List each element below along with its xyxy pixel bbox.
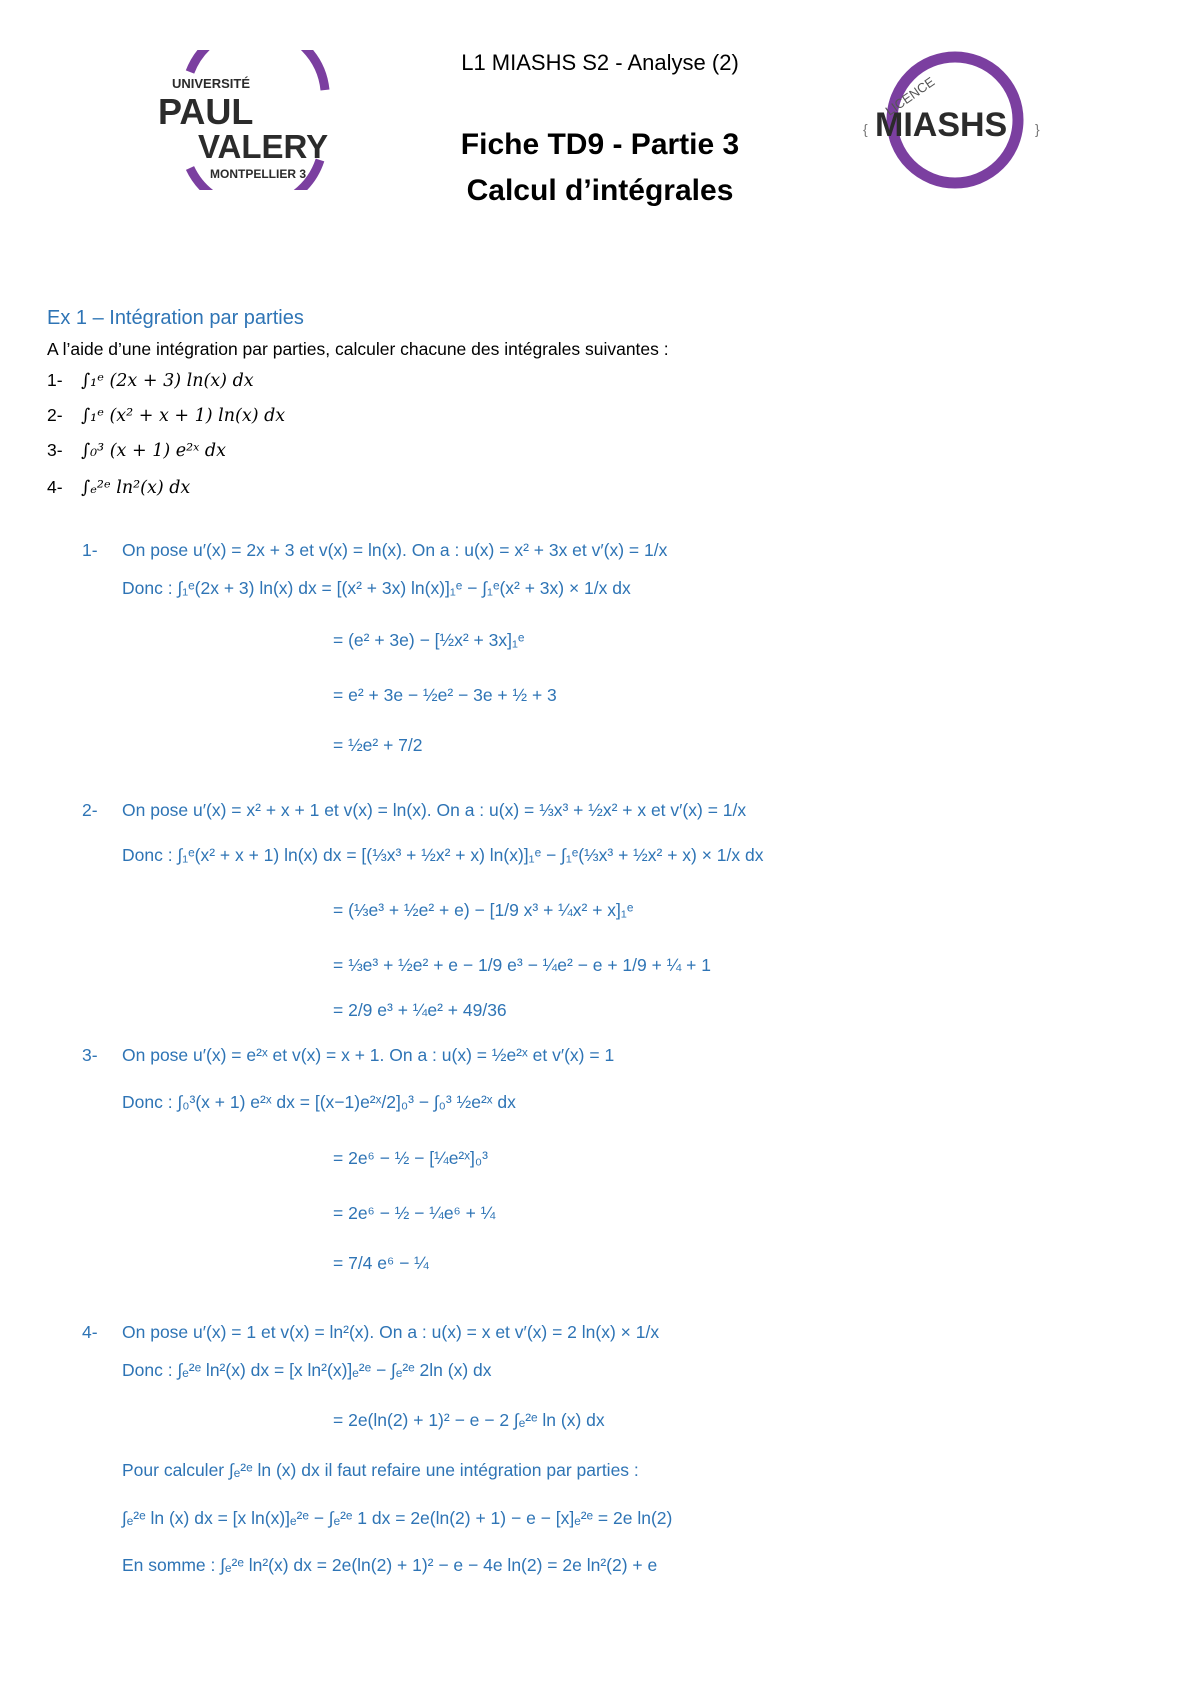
page-subtitle: Calcul d’intégrales (466, 174, 734, 207)
logo-left-line3: VALERY (198, 128, 329, 165)
solution-4-line3: = 2e(ln(2) + 1)² − e − 2 ∫ₑ²ᵉ ln (x) dx (333, 1410, 605, 1430)
exercise-instruction: A l’aide d’une intégration par parties, calculer chacune des intégrales suivantes : (47, 339, 669, 359)
logo-right-line2: MIASHS (875, 106, 1008, 144)
solution-4-line6: En somme : ∫ₑ²ᵉ ln²(x) dx = 2e(ln(2) + 1)² − e − 4e ln(2) = 2e ln²(2) + e (122, 1555, 658, 1575)
solution-3-line4: = 2e⁶ − ½ − ¼e⁶ + ¼ (333, 1203, 496, 1223)
universite-paul-valery-logo (150, 50, 340, 190)
solution-1-line2: Donc : ∫₁ᵉ(2x + 3) ln(x) dx = [(x² + 3x) ln(x)]₁ᵉ − ∫₁ᵉ(x² + 3x) × 1/x dx (122, 578, 631, 598)
solution-3-line3: = 2e⁶ − ½ − [¼e²ˣ]₀³ (333, 1148, 488, 1168)
exercise-heading: Ex 1 – Intégration par parties (47, 307, 304, 329)
solution-4-line4: Pour calculer ∫ₑ²ᵉ ln (x) dx il faut refaire une intégration par parties : (122, 1460, 639, 1480)
logo-left-line2: PAUL (158, 91, 254, 132)
solution-2-line3: = (⅓e³ + ½e² + e) − [1/9 x³ + ¼x² + x]₁ᵉ (333, 900, 634, 920)
licence-miashs-logo (855, 50, 1050, 190)
solution-3-line2: Donc : ∫₀³(x + 1) e²ˣ dx = [(x−1)e²ˣ/2]₀³ − ∫₀³ ½e²ˣ dx (122, 1092, 516, 1112)
solution-2-line4: = ⅓e³ + ½e² + e − 1/9 e³ − ¼e² − e + 1/9 + ¼ + 1 (333, 955, 711, 975)
solution-1-line1: 1- On pose u′(x) = 2x + 3 et v(x) = ln(x). On a : u(x) = x² + 3x et v′(x) = 1/x (82, 540, 668, 560)
solution-1-line5: = ½e² + 7/2 (333, 735, 423, 755)
solution-1-line3: = (e² + 3e) − [½x² + 3x]₁ᵉ (333, 630, 525, 650)
logo-right-line1: LICENCE (882, 73, 938, 119)
question-2: 2- ∫₁ᵉ (x² + x + 1) ln(x) dx (47, 405, 286, 426)
solution-2-line5: = 2/9 e³ + ¼e² + 49/36 (333, 1000, 507, 1020)
logo-left-line4: MONTPELLIER 3 (210, 167, 307, 181)
page-title: Fiche TD9 - Partie 3 (460, 128, 740, 161)
solution-1-line4: = e² + 3e − ½e² − 3e + ½ + 3 (333, 685, 557, 705)
solution-2-line1: 2- On pose u′(x) = x² + x + 1 et v(x) = ln(x). On a : u(x) = ⅓x³ + ½x² + x et v′(x) = 1/x (82, 800, 747, 820)
solution-4-line2: Donc : ∫ₑ²ᵉ ln²(x) dx = [x ln²(x)]ₑ²ᵉ − ∫ₑ²ᵉ 2ln (x) dx (122, 1360, 492, 1380)
question-4: 4- ∫ₑ²ᵉ ln²(x) dx (47, 477, 191, 498)
question-1: 1- ∫₁ᵉ (2x + 3) ln(x) dx (47, 370, 254, 391)
solution-3-line1: 3- On pose u′(x) = e²ˣ et v(x) = x + 1. On a : u(x) = ½e²ˣ et v′(x) = 1 (82, 1045, 615, 1065)
solution-4-line1: 4- On pose u′(x) = 1 et v(x) = ln²(x). On a : u(x) = x et v′(x) = 2 ln(x) × 1/x (82, 1322, 660, 1342)
svg-text:{: { (863, 121, 868, 137)
solution-4-line5: ∫ₑ²ᵉ ln (x) dx = [x ln(x)]ₑ²ᵉ − ∫ₑ²ᵉ 1 dx = 2e(ln(2) + 1) − e − [x]ₑ²ᵉ = 2e ln(2) (122, 1508, 673, 1528)
solution-3-line5: = 7/4 e⁶ − ¼ (333, 1253, 429, 1273)
solution-2-line2: Donc : ∫₁ᵉ(x² + x + 1) ln(x) dx = [(⅓x³ + ½x² + x) ln(x)]₁ᵉ − ∫₁ᵉ(⅓x³ + ½x² + x) × 1/x dx (122, 845, 764, 865)
course-title: L1 MIASHS S2 - Analyse (2) (461, 50, 739, 75)
svg-text:}: } (1035, 121, 1040, 137)
question-3: 3- ∫₀³ (x + 1) e²ˣ dx (47, 440, 226, 461)
logo-left-line1: UNIVERSITÉ (172, 76, 251, 91)
